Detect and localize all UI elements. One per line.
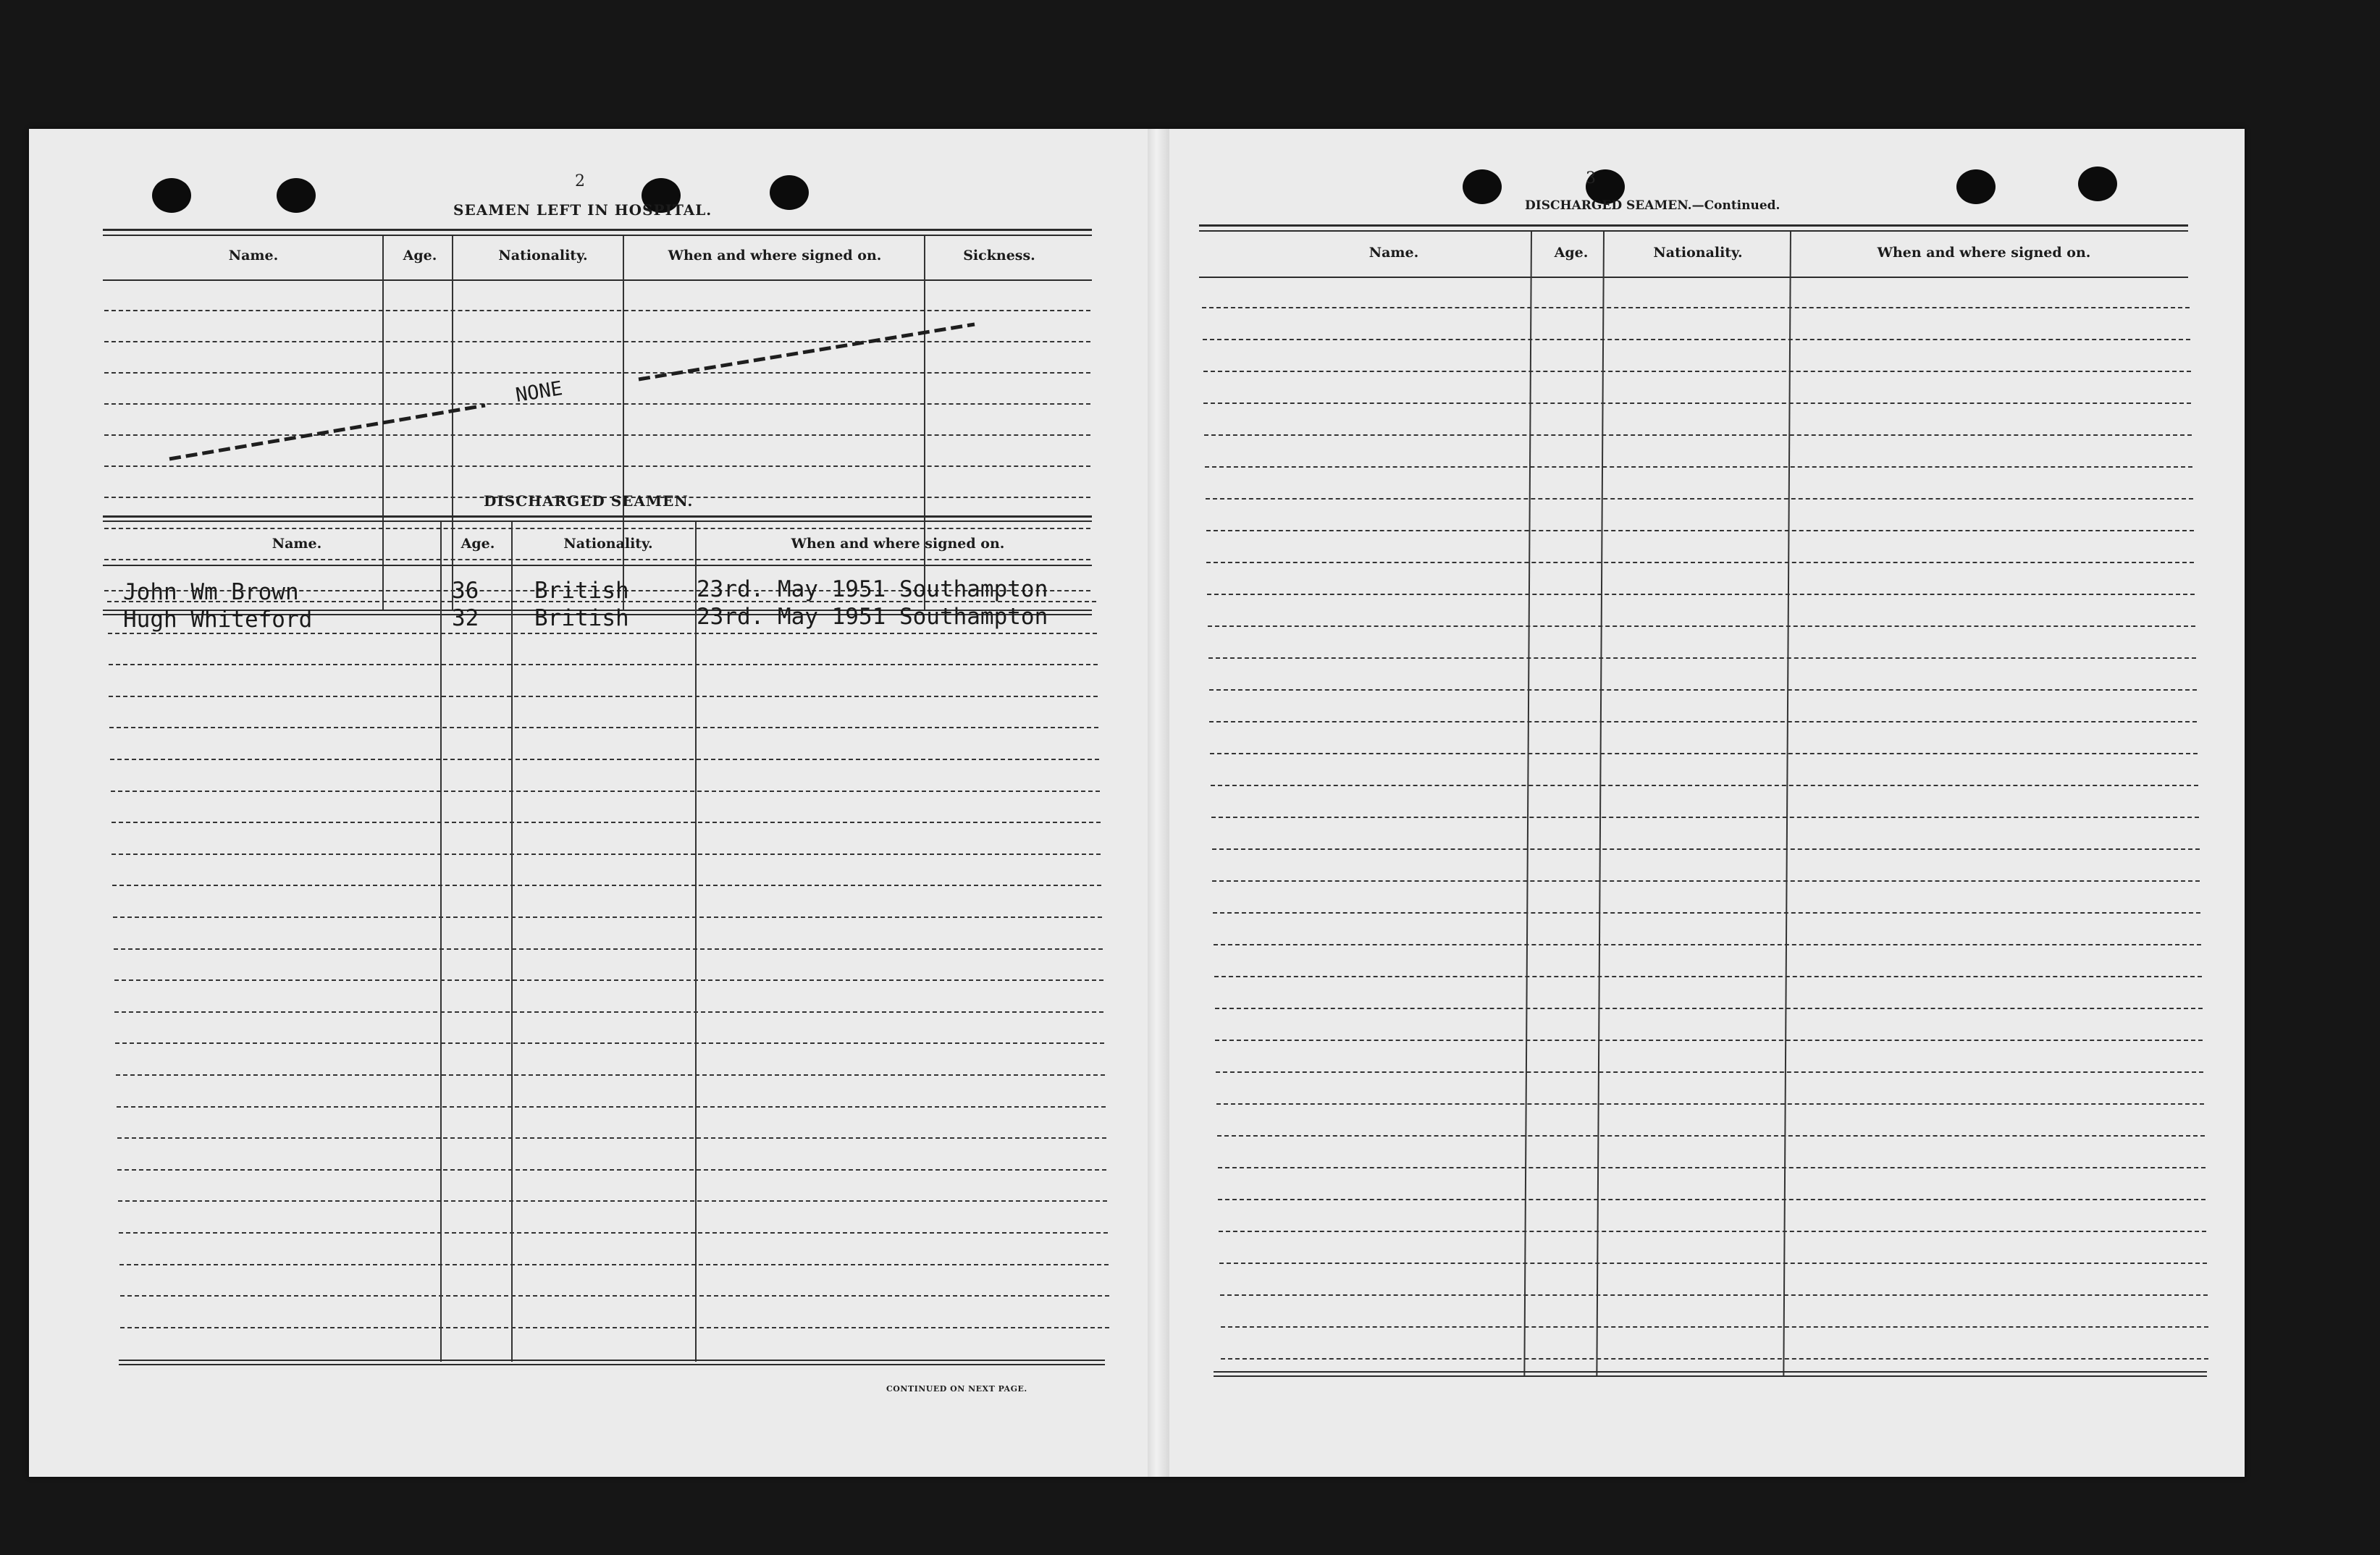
header-underline	[103, 565, 1092, 566]
ruled-line	[1208, 625, 2195, 627]
column-header-signed-on: When and where signed on.	[1877, 245, 2091, 261]
ruled-line	[1210, 753, 2198, 754]
seaman-signed-on: 23rd. May 1951 Southampton	[697, 604, 1048, 630]
continued-footer: CONTINUED ON NEXT PAGE.	[886, 1384, 1027, 1394]
ruled-line	[114, 979, 1103, 981]
seaman-nationality: British	[534, 578, 629, 604]
column-header-name: Name.	[1368, 245, 1419, 261]
ruled-line	[1209, 689, 2197, 691]
table-top-rule	[103, 515, 1092, 518]
seaman-name: John Wm Brown	[123, 579, 299, 605]
column-header-name: Name.	[272, 536, 322, 552]
table-bottom-rule	[119, 1360, 1105, 1361]
ruled-line	[117, 1137, 1106, 1139]
ruled-line	[1208, 657, 2196, 659]
ruled-line	[111, 791, 1100, 792]
ruled-line	[109, 727, 1098, 728]
ruled-line	[1219, 1231, 2206, 1232]
ruled-line	[109, 696, 1098, 697]
none-mark: NONE	[513, 377, 565, 407]
ruled-line	[117, 1169, 1106, 1171]
column-header-age: Age.	[1554, 245, 1589, 261]
ruled-line	[1216, 1071, 2203, 1073]
column-divider	[695, 522, 697, 1362]
ruled-line	[1209, 721, 2197, 722]
discharged-continued-title: DISCHARGED SEAMEN.—Continued.	[1525, 198, 1780, 213]
ruled-line	[1211, 817, 2199, 818]
ruled-line	[1213, 912, 2200, 914]
ruled-line	[1203, 339, 2190, 340]
ruled-line	[1221, 1358, 2208, 1360]
ruled-line	[1221, 1326, 2208, 1328]
discharged-section-title: DISCHARGED SEAMEN.	[484, 492, 694, 510]
column-header-sickness: Sickness.	[963, 248, 1035, 264]
column-header-nationality: Nationality.	[498, 248, 588, 264]
ruled-line	[114, 948, 1103, 950]
ruled-line	[1217, 1135, 2205, 1137]
ruled-line	[112, 885, 1101, 886]
page-number: 3	[1586, 169, 1596, 187]
table-bottom-rule	[1214, 1375, 2207, 1377]
ruled-line	[113, 916, 1102, 918]
ruled-line	[1204, 434, 2192, 436]
column-header-age: Age.	[403, 248, 437, 264]
ruled-line	[1206, 530, 2194, 531]
column-header-signed-on: When and where signed on.	[791, 536, 1005, 552]
ruled-line	[1207, 594, 2195, 595]
page-number: 2	[575, 172, 585, 190]
table-bottom-rule	[119, 1364, 1105, 1365]
table-top-rule	[103, 521, 1092, 522]
column-divider	[440, 522, 442, 1362]
table-top-rule	[1199, 224, 2188, 227]
seaman-age: 36	[452, 578, 479, 604]
ruled-line	[110, 759, 1099, 760]
ruled-line	[1205, 466, 2192, 468]
hospital-section-title: SEAMEN LEFT IN HOSPITAL.	[453, 201, 712, 219]
seaman-nationality: British	[534, 605, 629, 631]
seaman-name: Hugh Whiteford	[123, 607, 313, 633]
header-underline	[1199, 277, 2188, 278]
ruled-line	[119, 1264, 1109, 1265]
none-strike-line	[29, 129, 2245, 1477]
ruled-line	[1214, 944, 2201, 945]
column-header-age: Age.	[461, 536, 495, 552]
table-bottom-rule	[1214, 1371, 2207, 1373]
ruled-line	[120, 1327, 1109, 1328]
column-header-signed-on: When and where signed on.	[668, 248, 882, 264]
ruled-line	[1219, 1263, 2207, 1264]
ruled-line	[116, 1074, 1105, 1076]
ruled-line	[1202, 307, 2190, 308]
ruled-line	[112, 822, 1101, 823]
ruled-line	[1218, 1199, 2206, 1200]
ruled-line	[1203, 371, 2191, 372]
ruled-line	[1220, 1294, 2208, 1296]
ruled-line	[1212, 880, 2200, 882]
column-header-nationality: Nationality.	[563, 536, 653, 552]
ruled-line	[109, 664, 1098, 665]
ruled-line	[1203, 403, 2191, 404]
ruled-line	[1215, 1008, 2203, 1009]
ruled-line	[118, 1200, 1107, 1202]
ruled-line	[1218, 1167, 2206, 1168]
ruled-line	[1216, 1103, 2204, 1105]
ruled-line	[115, 1042, 1104, 1044]
ruled-line	[112, 854, 1101, 855]
column-header-nationality: Nationality.	[1653, 245, 1743, 261]
ruled-line	[120, 1295, 1109, 1297]
ruled-line	[1211, 785, 2198, 786]
seaman-age: 32	[452, 605, 479, 631]
ruled-line	[1214, 976, 2202, 977]
ruled-line	[1206, 498, 2193, 500]
document-spread	[29, 129, 2245, 1477]
ruled-line	[114, 1011, 1103, 1013]
column-divider	[511, 522, 513, 1362]
seaman-signed-on: 23rd. May 1951 Southampton	[697, 576, 1048, 602]
column-header-name: Name.	[228, 248, 279, 264]
ruled-line	[117, 1106, 1106, 1108]
table-top-rule	[1199, 230, 2188, 232]
ruled-line	[1206, 562, 2194, 563]
ruled-line	[1212, 848, 2200, 850]
ruled-line	[1215, 1040, 2203, 1041]
ruled-line	[119, 1232, 1108, 1234]
